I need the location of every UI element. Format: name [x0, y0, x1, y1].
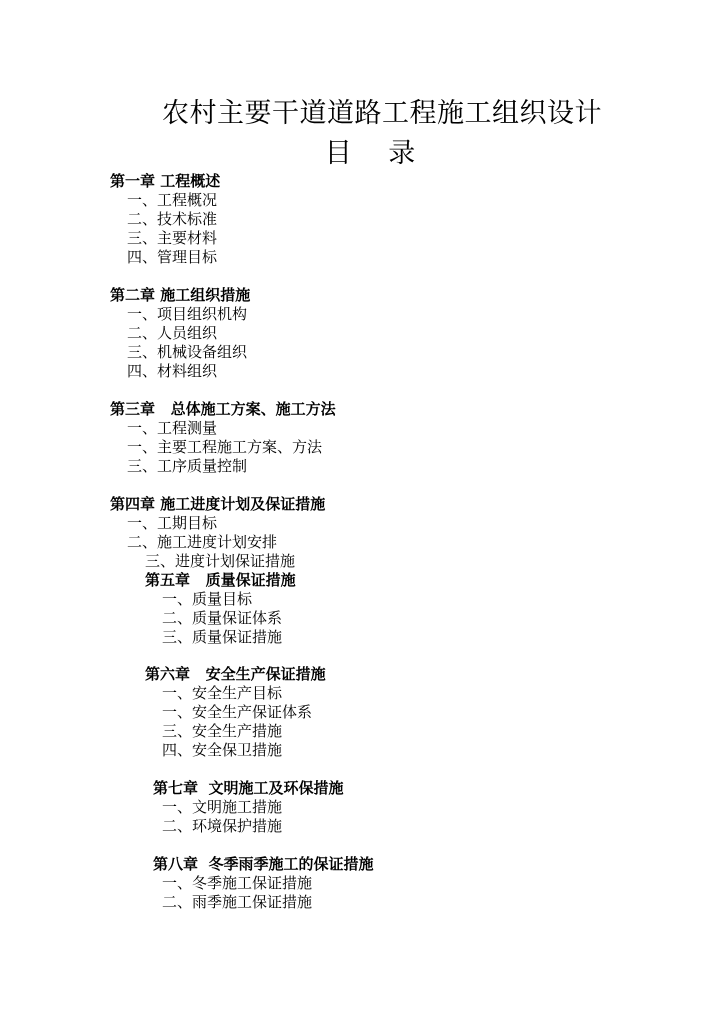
toc-item: 一、工程测量 — [127, 419, 218, 437]
toc-item: 三、机械设备组织 — [127, 343, 248, 361]
toc-item: 一、安全生产保证体系 — [162, 703, 313, 721]
toc-item: 一、工程概况 — [127, 191, 218, 209]
toc-item: 三、质量保证措施 — [162, 628, 283, 646]
chapter-heading: 第二章 施工组织措施 — [110, 286, 251, 304]
toc-item: 一、文明施工措施 — [162, 798, 283, 816]
chapter-heading: 第六章 安全生产保证措施 — [145, 665, 326, 683]
toc-item: 二、质量保证体系 — [162, 609, 283, 627]
toc-item: 二、雨季施工保证措施 — [162, 893, 313, 911]
chapter-heading: 第五章 质量保证措施 — [145, 571, 296, 589]
toc-item: 一、主要工程施工方案、方法 — [127, 438, 323, 456]
toc-item: 三、主要材料 — [127, 229, 218, 247]
chapter-heading: 第三章 总体施工方案、施工方法 — [110, 400, 336, 418]
toc-item: 一、项目组织机构 — [127, 305, 248, 323]
toc-item: 四、管理目标 — [127, 248, 218, 266]
document-title: 农村主要干道道路工程施工组织设计 — [162, 98, 602, 129]
toc-item: 一、质量目标 — [162, 590, 253, 608]
toc-item: 四、材料组织 — [127, 362, 218, 380]
toc-item: 二、环境保护措施 — [162, 817, 283, 835]
toc-item: 一、冬季施工保证措施 — [162, 874, 313, 892]
toc-item: 三、安全生产措施 — [162, 722, 283, 740]
toc-item: 一、安全生产目标 — [162, 684, 283, 702]
chapter-heading: 第八章 冬季雨季施工的保证措施 — [153, 855, 374, 873]
toc-item: 二、技术标准 — [127, 210, 218, 228]
toc-item: 二、人员组织 — [127, 324, 218, 342]
toc-item: 四、安全保卫措施 — [162, 741, 283, 759]
toc-item: 二、施工进度计划安排 — [127, 533, 278, 551]
toc-item: 三、进度计划保证措施 — [145, 552, 296, 570]
toc-item: 一、工期目标 — [127, 514, 218, 532]
chapter-heading: 第一章 工程概述 — [110, 172, 221, 190]
toc-heading: 目 录 — [324, 138, 430, 169]
chapter-heading: 第七章 文明施工及环保措施 — [153, 779, 344, 797]
chapter-heading: 第四章 施工进度计划及保证措施 — [110, 495, 326, 513]
toc-item: 三、工序质量控制 — [127, 457, 248, 475]
